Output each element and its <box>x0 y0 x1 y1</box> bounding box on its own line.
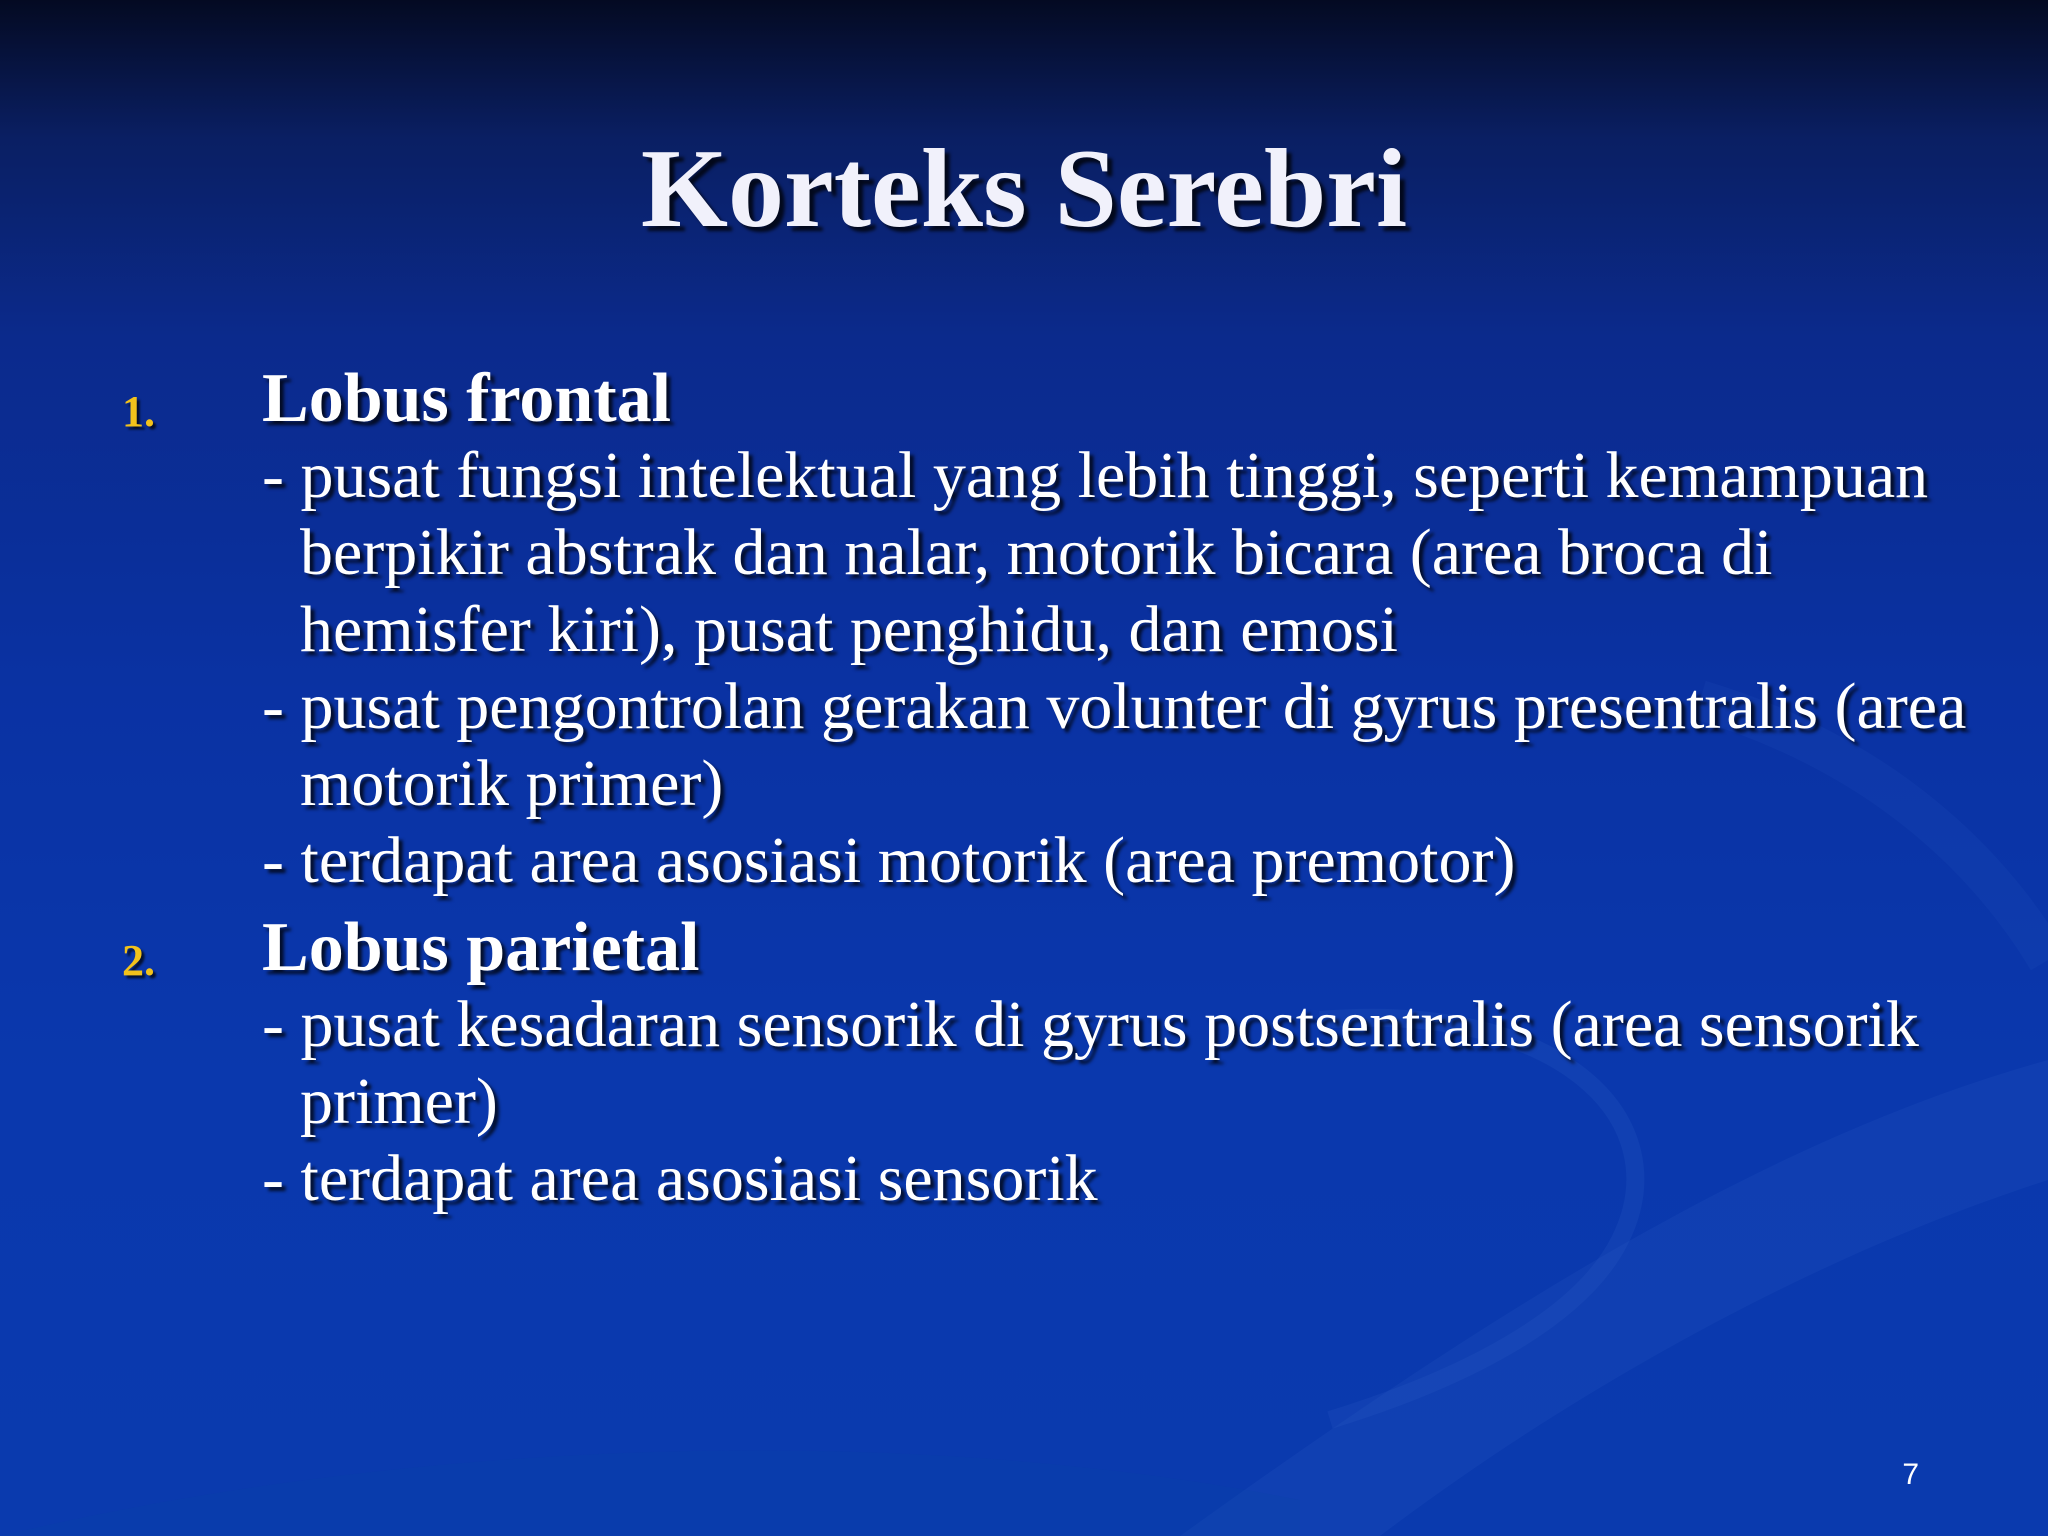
item-heading: Lobus frontal <box>262 360 672 437</box>
page-number: 7 <box>1902 1458 1919 1491</box>
item-heading: Lobus parietal <box>262 909 700 986</box>
item-point: - pusat fungsi intelektual yang lebih tinggi, seperti kemampuan berpikir abstrak dan nalar, motorik bicara (area broca di hemisfer kiri), pusat penghidu, dan emosi <box>262 439 1929 666</box>
list-number: 2. <box>122 936 155 985</box>
item-point: - pusat kesadaran sensorik di gyrus postsentralis (area sensorik primer) <box>262 988 1919 1138</box>
numbered-list <box>122 360 2002 1217</box>
slide-title: Korteks Serebri <box>640 127 1408 251</box>
item-point: - pusat pengontrolan gerakan volunter di gyrus presentralis (area motorik primer) <box>262 670 1967 820</box>
item-point: - terdapat area asosiasi sensorik <box>262 1142 1098 1215</box>
list-item-lobus-frontal <box>122 360 2002 899</box>
item-point: - terdapat area asosiasi motorik (area premotor) <box>262 824 1516 897</box>
list-item-lobus-parietal <box>122 909 2002 1217</box>
list-number: 1. <box>122 387 155 436</box>
